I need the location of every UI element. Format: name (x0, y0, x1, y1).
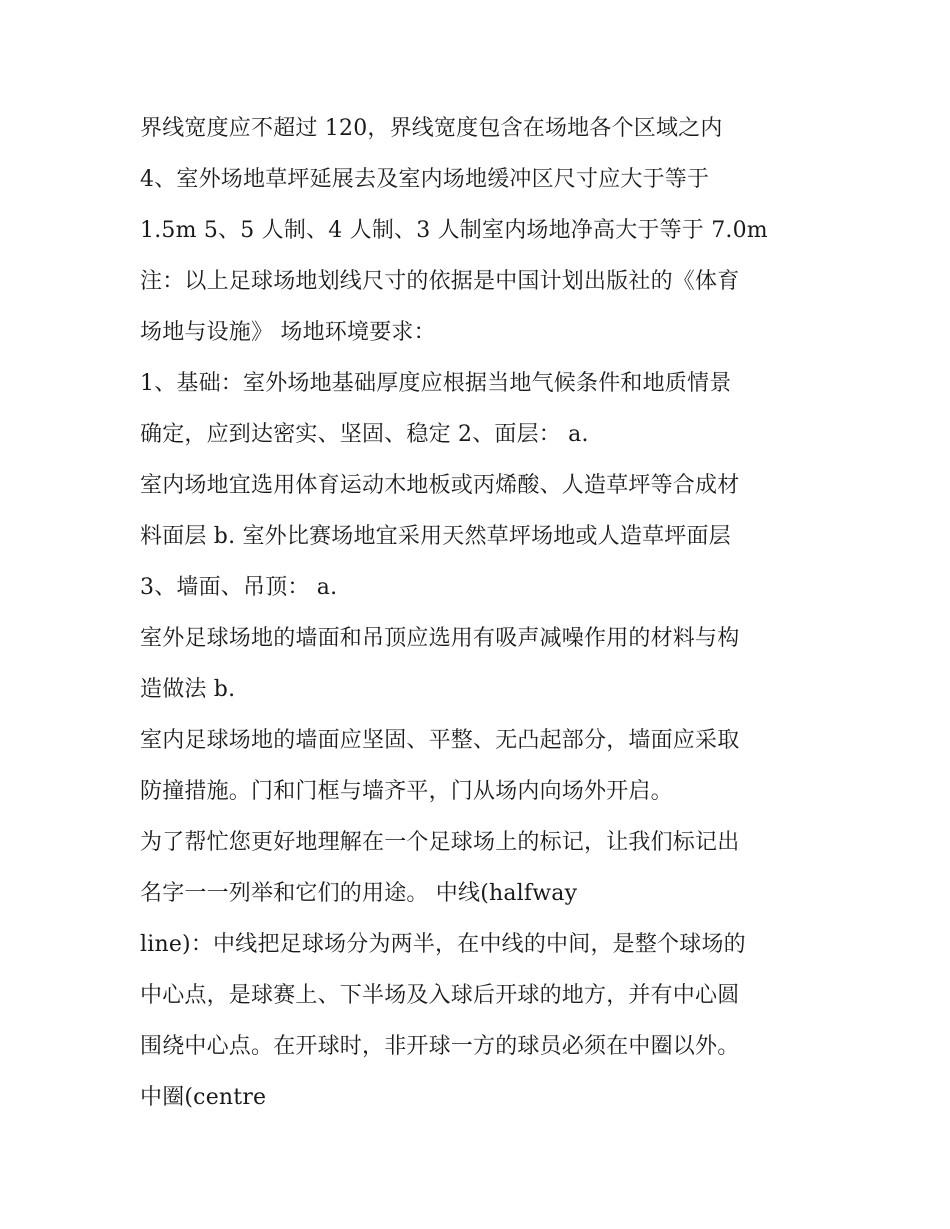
text-line: 围绕中心点。在开球时，非开球一方的球员必须在中圈以外。 (140, 1034, 740, 1059)
text-line: 3、墙面、吊顶： a. (140, 575, 338, 600)
text-line: 中心点，是球赛上、下半场及入球后开球的地方，并有中心圆 (140, 983, 740, 1008)
body-text (140, 103, 820, 1123)
text-line: 1.5m 5、5 人制、4 人制、3 人制室内场地净高大于等于 7.0m (140, 218, 768, 243)
text-line: 场地与设施》 场地环境要求： (140, 320, 436, 345)
text-line: 中圈(centre (140, 1085, 267, 1110)
text-line: 料面层 b. 室外比赛场地宜采用天然草坪场地或人造草坪面层 (140, 524, 731, 549)
text-line: 名字一一列举和它们的用途。 中线(halfway (140, 881, 578, 906)
text-line: 造做法 b. (140, 677, 236, 702)
text-line: 注：以上足球场地划线尺寸的依据是中国计划出版社的《体育 (140, 269, 740, 294)
text-line: 1、基础：室外场地基础厚度应根据当地气候条件和地质情景 (140, 371, 732, 396)
text-line: 4、室外场地草坪延展去及室内场地缓冲区尺寸应大于等于 (140, 167, 710, 192)
text-line: 为了帮忙您更好地理解在一个足球场上的标记，让我们标记出 (140, 830, 740, 855)
text-line: line)：中线把足球场分为两半，在中线的中间，是整个球场的 (140, 932, 746, 957)
text-line: 室内场地宜选用体育运动木地板或丙烯酸、人造草坪等合成材 (140, 473, 740, 498)
text-line: 确定，应到达密实、坚固、稳定 2、面层： a. (140, 422, 589, 447)
text-line: 室外足球场地的墙面和吊顶应选用有吸声减噪作用的材料与构 (140, 626, 740, 651)
text-line: 防撞措施。门和门框与墙齐平，门从场内向场外开启。 (140, 779, 673, 804)
text-line: 界线宽度应不超过 120，界线宽度包含在场地各个区域之内 (140, 116, 723, 141)
text-line: 室内足球场地的墙面应坚固、平整、无凸起部分，墙面应采取 (140, 728, 740, 753)
